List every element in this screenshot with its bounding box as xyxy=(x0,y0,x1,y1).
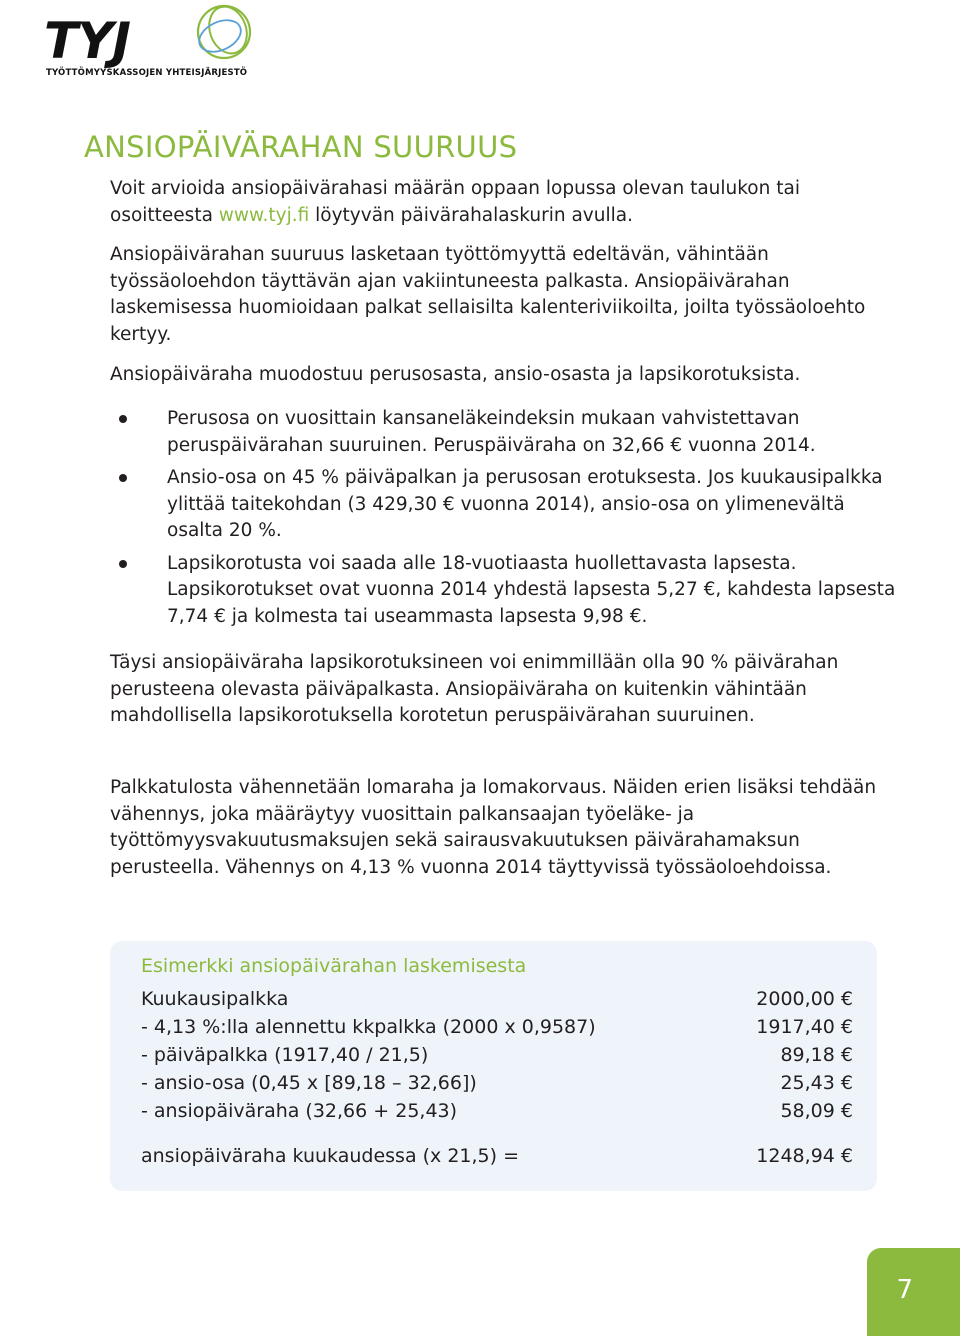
list-item xyxy=(110,406,900,459)
intro-text: Voit arvioida ansiopäivärahasi määrän oppaan lopussa olevan taulukon tai osoitteesta xyxy=(110,178,800,226)
example-box xyxy=(110,941,877,1191)
example-row-value: 1917,40 € xyxy=(756,1016,853,1038)
intro-paragraph xyxy=(110,176,900,229)
example-row-label: - 4,13 %:lla alennettu kkpalkka (2000 x 0,9587) xyxy=(141,1016,596,1038)
example-row xyxy=(141,1016,853,1044)
page-number-tab xyxy=(867,1248,960,1336)
example-row xyxy=(141,1100,853,1128)
deduction-text: Palkkatulosta vähennetään lomaraha ja lomakorvaus. Näiden erien lisäksi tehdään vähennys, joka määräytyy vuosittain palkansaajan työeläke- ja työttömyysvakuutusmaksujen sekä sairausvakuutuksen päivärahamaksun perusteella. Vähennys on 4,13 % vuonna 2014 täyttyvissä työssäoloehdoissa. xyxy=(110,777,877,878)
list-item xyxy=(110,551,900,631)
example-row-label: Kuukausipalkka xyxy=(141,988,289,1010)
logo-org-name: TYÖTTÖMYYSKASSOJEN YHTEISJÄRJESTÖ xyxy=(46,68,248,78)
maximum-text: Täysi ansiopäiväraha lapsikorotuksineen voi enimmillään olla 90 % päivärahan perusteena olevasta päiväpalkasta. Ansiopäiväraha on kuitenkin vähintään mahdollisella lapsikorotuksella korotetun peruspäivärahan suuruinen. xyxy=(110,652,839,726)
page-title: ANSIOPÄIVÄRAHAN SUURUUS xyxy=(84,130,518,164)
example-row-value: 2000,00 € xyxy=(756,988,853,1010)
bullet-icon xyxy=(119,474,127,482)
example-total-value: 1248,94 € xyxy=(756,1145,853,1167)
list-item-text: Perusosa on vuosittain kansaneläkeindeksin mukaan vahvistettavan peruspäivärahan suuruinen. Peruspäiväraha on 32,66 € vuonna 2014. xyxy=(167,408,816,456)
composition-text: Ansiopäiväraha muodostuu perusosasta, ansio-osasta ja lapsikorotuksista. xyxy=(110,364,801,385)
logo-rings-icon xyxy=(124,0,264,70)
logo-text: TYJ xyxy=(44,12,130,70)
example-row xyxy=(141,1072,853,1100)
bullet-icon xyxy=(119,560,127,568)
tyj-logo xyxy=(44,0,248,80)
example-row-value: 89,18 € xyxy=(780,1044,853,1066)
example-total-row xyxy=(141,1145,853,1173)
example-total-label: ansiopäiväraha kuukaudessa (x 21,5) = xyxy=(141,1145,519,1167)
composition-paragraph xyxy=(110,362,900,389)
maximum-paragraph xyxy=(110,650,900,730)
example-row-label: - päiväpalkka (1917,40 / 21,5) xyxy=(141,1044,429,1066)
example-row xyxy=(141,988,853,1016)
list-item-text: Lapsikorotusta voi saada alle 18-vuotiaasta huollettavasta lapsesta. Lapsikorotukset ovat vuonna 2014 yhdestä lapsesta 5,27 €, kahdesta lapsesta 7,74 € ja kolmesta tai useammasta lapsesta 9,98 €. xyxy=(167,552,896,627)
example-row-label: - ansiopäiväraha (32,66 + 25,43) xyxy=(141,1100,458,1122)
example-row xyxy=(141,1044,853,1072)
example-row-value: 58,09 € xyxy=(780,1100,853,1122)
list-item-text: Ansio-osa on 45 % päiväpalkan ja perusosan erotuksesta. Jos kuukausipalkka ylittää taitekohdan (3 429,30 € vuonna 2014), ansio-osa on ylimenevältä osalta 20 %. xyxy=(167,467,883,541)
example-title: Esimerkki ansiopäivärahan laskemisesta xyxy=(141,955,527,977)
list-item xyxy=(110,465,900,545)
salary-basis-text: Ansiopäivärahan suuruus lasketaan työttömyyttä edeltävän, vähintään työssäoloehdon täyttävän ajan vakiintuneesta palkasta. Ansiopäivärahan laskemisessa huomioidaan palkat sellaisilta kalenteriviikoilta, joilta työssäoloehto kertyy. xyxy=(110,244,866,345)
bullet-icon xyxy=(119,415,127,423)
deduction-paragraph xyxy=(110,775,900,881)
salary-basis-paragraph xyxy=(110,242,900,348)
website-link[interactable]: www.tyj.fi xyxy=(218,204,310,226)
example-row-label: - ansio-osa (0,45 x [89,18 – 32,66]) xyxy=(141,1072,477,1094)
composition-list xyxy=(110,406,900,636)
intro-text-end: löytyvän päivärahalaskurin avulla. xyxy=(309,204,633,226)
page-number: 7 xyxy=(896,1275,913,1305)
example-row-value: 25,43 € xyxy=(780,1072,853,1094)
